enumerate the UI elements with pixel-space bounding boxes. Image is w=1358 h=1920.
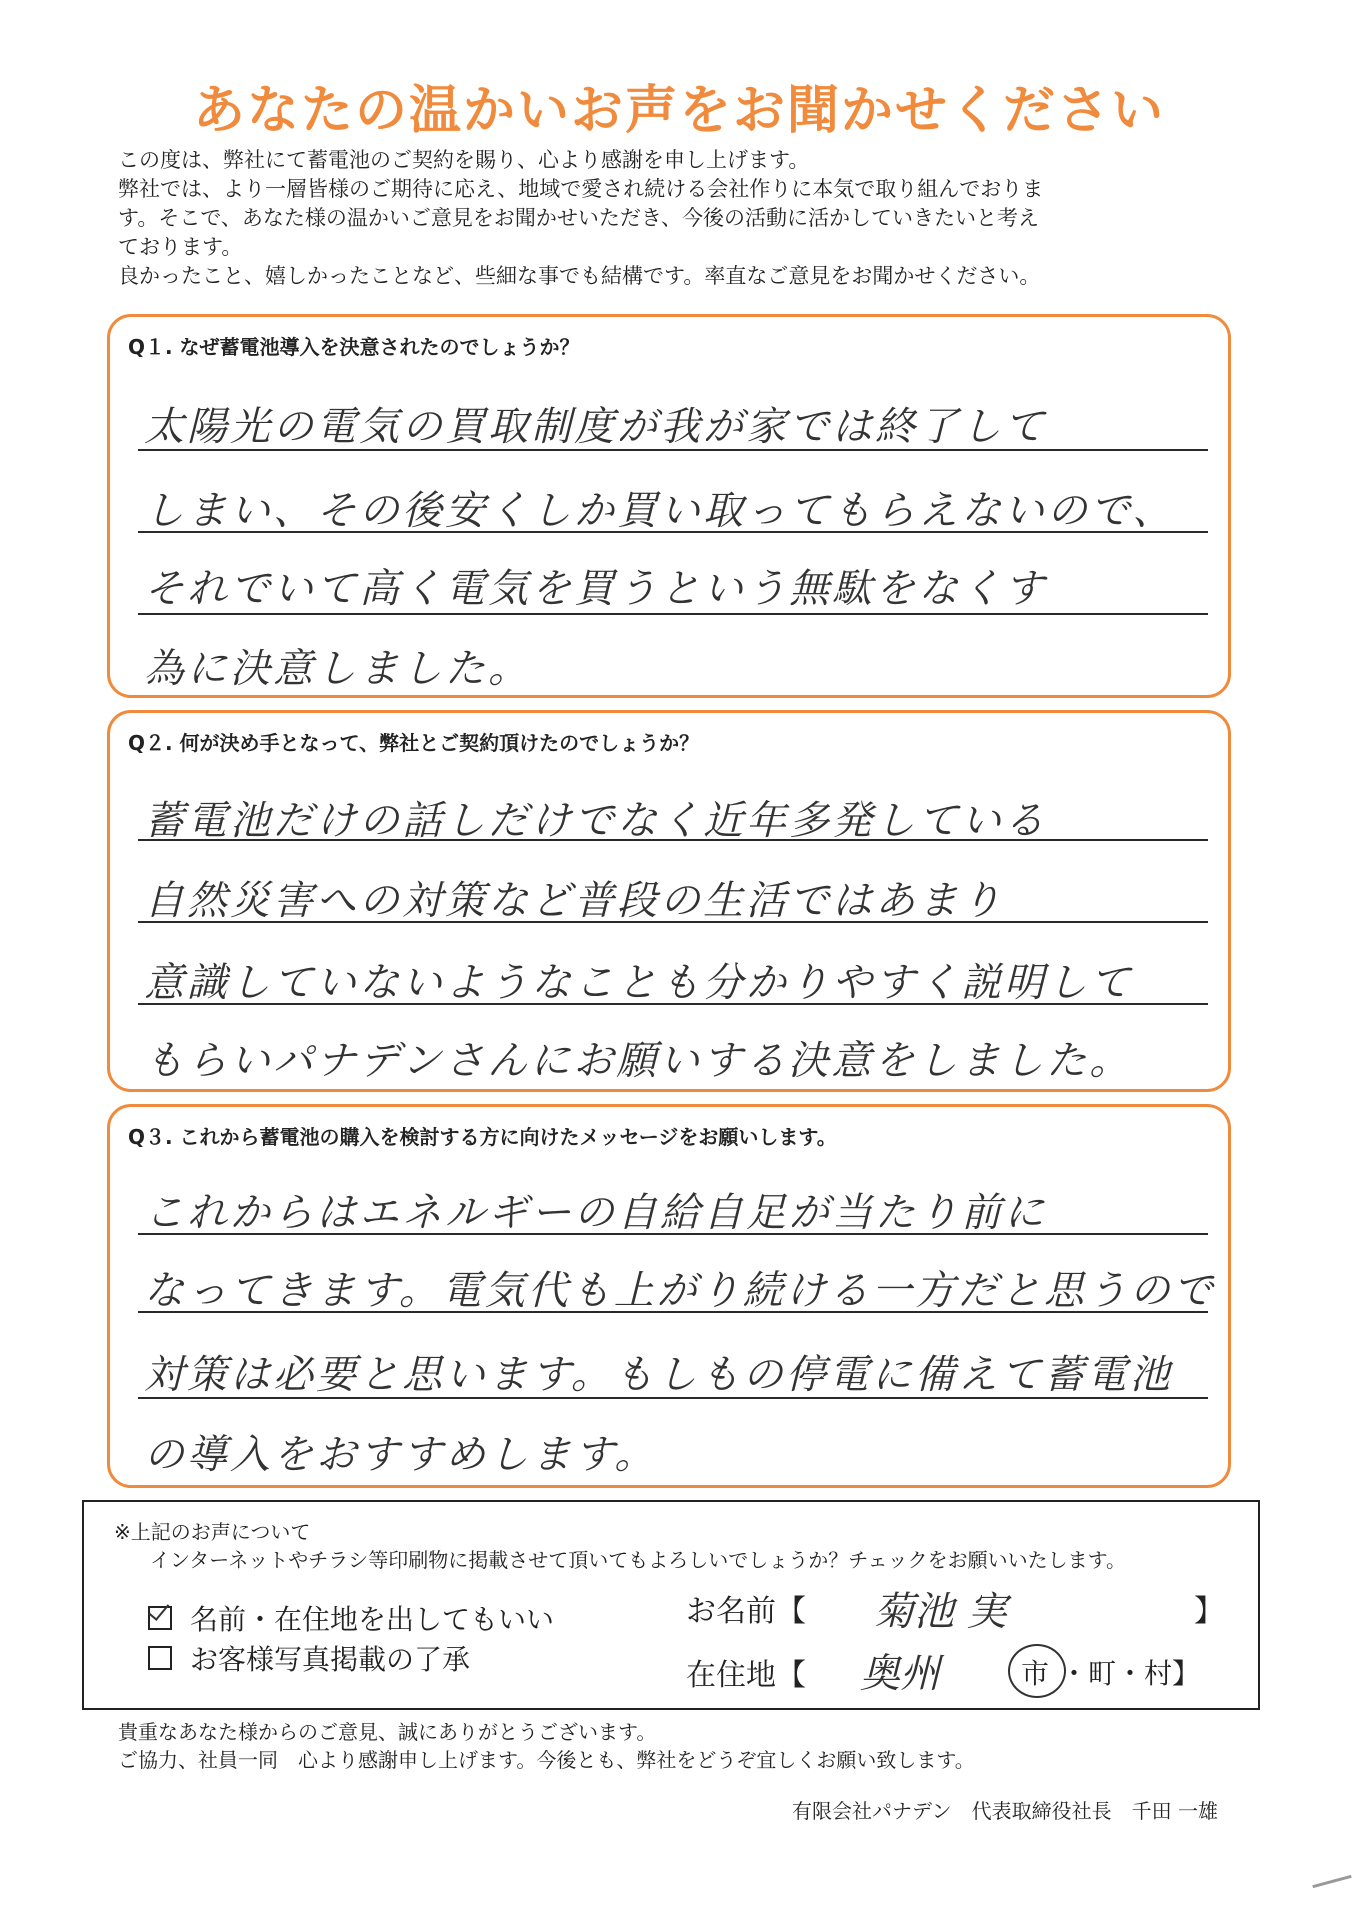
- answer-rule: [138, 1311, 1208, 1313]
- thanks-text: [118, 1718, 975, 1774]
- consent-option-label: 名前・在住地を出してもいい: [190, 1603, 555, 1636]
- consent-text: インターネットやチラシ等印刷物に掲載させて頂いてもよろしいでしょうか？チェックをお願いいたします。: [150, 1548, 1126, 1572]
- answer-line: これからはエネルギーの自給自足が当たり前に: [144, 1190, 1047, 1236]
- answer-line: 太陽光の電気の買取制度が我が家では終了して: [144, 404, 1047, 450]
- question-label-1: Q１. なぜ蓄電池導入を決意されたのでしょうか？: [128, 335, 580, 359]
- name-close-bracket: 】: [1194, 1594, 1224, 1629]
- question-box-2: [107, 710, 1231, 1092]
- answer-line: 意識していないようなことも分かりやすく説明して: [144, 960, 1133, 1006]
- answer-rule: [138, 613, 1208, 615]
- answer-rule: [138, 839, 1208, 841]
- answer-rule: [138, 531, 1208, 533]
- consent-option-label: お客様写真掲載の了承: [190, 1643, 471, 1676]
- answer-line: もらいパナデンさんにお願いする決意をしました。: [144, 1038, 1133, 1084]
- question-box-1: [107, 314, 1231, 698]
- answer-line: それでいて高く電気を買うという無駄をなくす: [144, 566, 1047, 612]
- company-signature: 有限会社パナデン 代表取締役社長 千田 一雄: [792, 1799, 1218, 1823]
- town-village-options: ・町・村】: [1060, 1657, 1201, 1690]
- checkbox-checked[interactable]: [148, 1606, 172, 1630]
- answer-line: なってきます。電気代も上がり続ける一方だと思うので: [144, 1268, 1216, 1314]
- intro-line: この度は、弊社にて蓄電池のご契約を賜り、心より感謝を申し上げます。: [118, 148, 810, 172]
- name-label: お名前【: [686, 1594, 806, 1629]
- question-box-3: [107, 1104, 1231, 1488]
- answer-line: 対策は必要と思います。もしもの停電に備えて蓄電池: [144, 1352, 1173, 1398]
- consent-box: [82, 1500, 1260, 1710]
- intro-line: ております。: [118, 235, 243, 259]
- answer-rule: [138, 449, 1208, 451]
- answer-line: しまい、その後安くしか買い取ってもらえないので、: [144, 488, 1176, 534]
- answer-line: の導入をおすすめします。: [144, 1432, 658, 1478]
- answer-line: 為に決意しました。: [144, 646, 531, 692]
- consent-option-photo[interactable]: [148, 1638, 470, 1678]
- answer-line: 自然災害への対策など普段の生活ではあまり: [144, 878, 1004, 924]
- address-value: 奥州: [860, 1651, 940, 1697]
- answer-rule: [138, 1003, 1208, 1005]
- intro-text: [118, 146, 1248, 291]
- address-label: 在住地【: [686, 1658, 806, 1693]
- scan-mark: [1312, 1875, 1351, 1888]
- consent-option-name[interactable]: [148, 1598, 554, 1638]
- thanks-line: ご協力、社員一同 心より感謝申し上げます。今後とも、弊社をどうぞ宜しくお願い致します。: [118, 1748, 975, 1772]
- city-option: 市: [1021, 1657, 1050, 1690]
- intro-line: 良かったこと、嬉しかったことなど、些細な事でも結構です。率直なご意見をお聞かせください。: [118, 264, 1041, 288]
- answer-line: 蓄電池だけの話しだけでなく近年多発している: [144, 798, 1047, 844]
- thanks-line: 貴重なあなた様からのご意見、誠にありがとうございます。: [118, 1720, 657, 1744]
- answer-rule: [138, 1233, 1208, 1235]
- consent-note: ※上記のお声について: [114, 1520, 311, 1544]
- page-title: あなたの温かいお声をお聞かせください: [192, 81, 1165, 141]
- intro-line: す。そこで、あなた様の温かいご意見をお聞かせいただき、今後の活動に活かしていきたいと考え: [118, 206, 1040, 230]
- name-value: 菊池 実: [874, 1589, 1007, 1635]
- question-label-3: Q３. これから蓄電池の購入を検討する方に向けたメッセージをお願いします。: [128, 1125, 837, 1149]
- answer-rule: [138, 1397, 1208, 1399]
- answer-rule: [138, 921, 1208, 923]
- question-label-2: Q２. 何が決め手となって、弊社とご契約頂けたのでしょうか？: [128, 731, 700, 755]
- checkbox-unchecked[interactable]: [148, 1646, 172, 1670]
- intro-line: 弊社では、より一層皆様のご期待に応え、地域で愛され続ける会社作りに本気で取り組んでおりま: [118, 177, 1044, 201]
